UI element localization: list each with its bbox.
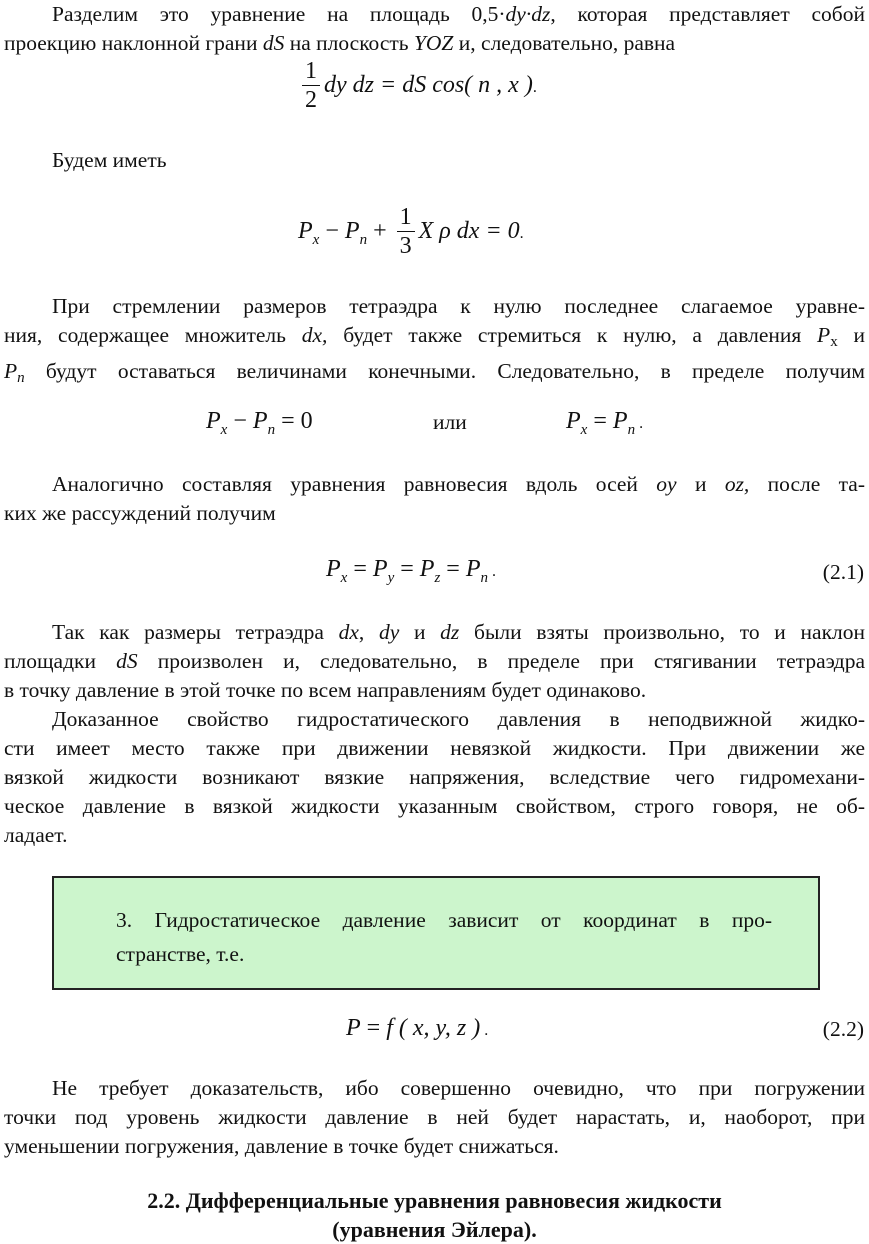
- paragraph-viscous: [4, 705, 865, 850]
- eq-subscript: n: [480, 570, 489, 586]
- text-run: ,: [358, 620, 379, 644]
- math-inline: dx,: [301, 323, 328, 347]
- eq-symbol: P: [326, 556, 341, 582]
- text-run: будет также стремиться к нулю, а давления: [327, 323, 818, 347]
- text-run: проекцию наклонной грани: [4, 31, 263, 55]
- eq-symbol: P: [298, 218, 313, 245]
- text-line: [4, 321, 865, 357]
- eq-operator: =: [360, 1015, 387, 1041]
- text-run: произволен и, следовательно, в пределе при стягивании тетраэдра: [137, 649, 865, 673]
- text-run: и, следовательно, равна: [453, 31, 676, 55]
- equation-number: (2.2): [822, 1017, 864, 1041]
- text-line: 3. Гидростатическое давление зависит от координат в про-: [116, 908, 772, 932]
- text-line: точки под уровень жидкости давление в ней будет нарастать, и, наоборот, при: [4, 1105, 865, 1129]
- text-line: в точку давление в этой точке по всем направлениям будет одинаково.: [4, 678, 647, 702]
- eq-subscript: y: [387, 570, 395, 586]
- property-callout-box: [52, 876, 820, 990]
- text-run: и: [837, 323, 865, 347]
- eq-subscript: x: [312, 232, 320, 249]
- equation-dot: .: [519, 225, 524, 243]
- math-inline: oz,: [724, 472, 750, 496]
- paragraph-analogous: [4, 470, 865, 528]
- equation-dot: .: [532, 79, 537, 97]
- text-run: ния, содержащее множитель: [4, 323, 302, 347]
- eq-symbol: P: [252, 408, 268, 434]
- eq-symbol: P: [344, 218, 360, 245]
- text-line: [4, 470, 865, 499]
- callout-text: [116, 903, 772, 971]
- math-subscript: x: [830, 334, 838, 350]
- text-line: уменьшении погружения, давление в точке будет снижаться.: [4, 1134, 559, 1158]
- eq-operator: +: [367, 218, 393, 245]
- eq-symbol: P: [372, 556, 388, 582]
- math-inline: dz: [440, 620, 460, 644]
- text-line: вязкой жидкости возникают вязкие напряжения, вследствие чего гидромехани-: [4, 765, 865, 789]
- eq-operator: =: [587, 408, 613, 434]
- math-inline: dS: [262, 31, 285, 55]
- text-run: Аналогично составляя уравнения равновесия вдоль осей: [52, 472, 657, 496]
- equation-dot: .: [488, 563, 497, 580]
- text-run: , которая представляет собой: [550, 2, 865, 26]
- text-run: площадки: [4, 649, 117, 673]
- eq-symbol: P: [566, 408, 581, 434]
- paragraph-limit: [4, 292, 865, 393]
- text-line: ческое давление в вязкой жидкости указанным свойством, строго говоря, не об-: [4, 794, 865, 818]
- text-line: При стремлении размеров тетраэдра к нулю последнее слагаемое уравне-: [52, 294, 865, 318]
- paragraph-tetrahedron: [4, 618, 865, 705]
- math-inline: dy: [378, 620, 400, 644]
- eq-subscript: n: [359, 232, 368, 249]
- eq-subscript: z: [434, 570, 441, 586]
- text-line: ких же рассуждений получим: [4, 501, 276, 525]
- heading-line: 2.2. Дифференциальные уравнения равновесия жидкости: [147, 1188, 722, 1213]
- math-inline: oy: [656, 472, 677, 496]
- text-line: странстве, т.е.: [116, 942, 245, 966]
- math-inline: dS: [116, 649, 138, 673]
- equation-dot: .: [480, 1022, 489, 1039]
- text-line: [4, 647, 865, 676]
- text-run: и: [399, 620, 441, 644]
- eq-operator: −: [227, 408, 253, 434]
- eq-subscript: x: [220, 422, 228, 438]
- eq-symbol: P: [419, 556, 435, 582]
- math-subscript: n: [17, 370, 25, 386]
- eq-subscript: n: [267, 422, 276, 438]
- text-line: [4, 618, 865, 647]
- text-line: сти имеет место также при движении невязкой жидкости. При движении же: [4, 736, 865, 760]
- fraction-denominator: 2: [305, 87, 317, 113]
- equation-pressure-equal-left: [206, 408, 313, 439]
- equation-body: X ρ dx = 0: [418, 218, 520, 245]
- paragraph-no-proof: [4, 1074, 865, 1161]
- eq-operator: =: [394, 556, 420, 582]
- paragraph-we-have: [4, 146, 865, 175]
- math-inline: P: [4, 359, 18, 383]
- eq-subscript: x: [580, 422, 588, 438]
- equation-body: dy dz = dS cos( n , x ): [324, 72, 533, 99]
- equation-dot: .: [635, 415, 644, 432]
- text-run: Разделим это уравнение на площадь 0,5·: [52, 2, 506, 26]
- text-line: Доказанное свойство гидростатического давления в неподвижной жидко-: [52, 707, 865, 731]
- equation-number: (2.1): [822, 560, 864, 584]
- eq-subscript: n: [627, 422, 636, 438]
- text-line: [4, 357, 865, 393]
- equation-body: f ( x, y, z ): [386, 1015, 481, 1041]
- text-line: Будем иметь: [52, 148, 167, 172]
- equation-body: = 0: [275, 408, 313, 434]
- equation-projection: [298, 58, 537, 115]
- eq-symbol: P: [346, 1015, 361, 1041]
- text-run: и: [676, 472, 725, 496]
- text-line: [4, 0, 865, 29]
- heading-line: (уравнения Эйлера).: [332, 1217, 537, 1242]
- fraction-denominator: 3: [399, 233, 412, 259]
- text-run: Так как размеры тетраэдра: [52, 620, 339, 644]
- text-run: на плоскость: [284, 31, 414, 55]
- equation-2-2: [346, 1015, 488, 1042]
- text-line: ладает.: [4, 823, 68, 847]
- eq-operator: =: [440, 556, 466, 582]
- paragraph-intro: [4, 0, 865, 58]
- eq-symbol: P: [465, 556, 481, 582]
- fraction: [302, 58, 320, 115]
- fraction-numerator: 1: [397, 204, 415, 232]
- section-heading: [0, 1186, 869, 1244]
- text-line: [4, 29, 865, 58]
- eq-symbol: P: [206, 408, 221, 434]
- equation-balance: [298, 204, 524, 261]
- math-inline: dx: [338, 620, 359, 644]
- equation-pressure-equal-right: [566, 408, 643, 439]
- text-run: после та-: [749, 472, 865, 496]
- eq-operator: −: [319, 218, 345, 245]
- text-line: Не требует доказательств, ибо совершенно очевидно, что при погружении: [52, 1076, 865, 1100]
- text-run: были взяты произвольно, то и наклон: [459, 620, 865, 644]
- math-inline: dy·dz: [505, 2, 551, 26]
- fraction: [397, 204, 415, 261]
- eq-symbol: P: [612, 408, 628, 434]
- fraction-numerator: 1: [302, 58, 320, 86]
- math-inline: YOZ: [413, 31, 454, 55]
- or-word: или: [433, 410, 467, 434]
- equation-2-1: [326, 556, 496, 587]
- math-inline: P: [817, 323, 831, 347]
- text-run: будут оставаться величинами конечными. Следовательно, в пределе получим: [24, 359, 865, 383]
- eq-subscript: x: [340, 570, 348, 586]
- eq-operator: =: [347, 556, 373, 582]
